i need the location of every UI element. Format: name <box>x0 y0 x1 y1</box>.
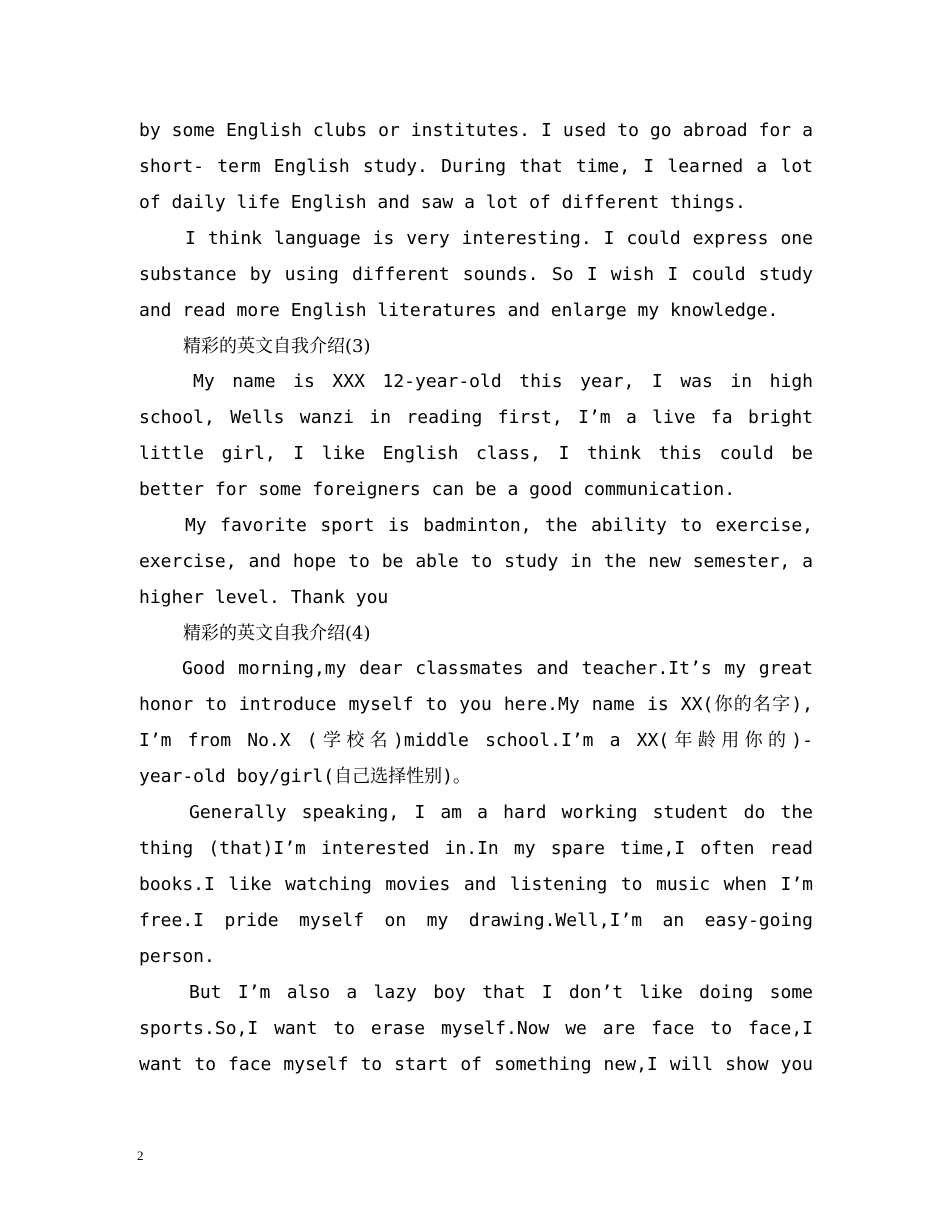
paragraph-line: higher level. Thank you <box>139 587 389 608</box>
paragraph-line: But I’m also a lazy boy that I don’t like doing some <box>189 982 813 1003</box>
section-heading: 精彩的英文自我介绍(4) <box>183 623 371 644</box>
paragraph-line: substance by using different sounds. So I wish I could study <box>139 264 813 285</box>
paragraph-line: Good morning,my dear classmates and teacher.It’s my great <box>182 658 813 679</box>
page-number: 2 <box>137 1148 144 1163</box>
paragraph-line: My favorite sport is badminton, the ability to exercise, <box>185 515 813 536</box>
paragraph-line: and read more English literatures and enlarge my knowledge. <box>139 300 779 321</box>
paragraph-line: person. <box>139 946 215 967</box>
paragraph-line: want to face myself to start of something new,I will show you <box>139 1054 813 1075</box>
paragraph-line: year-old boy/girl(自己选择性别)。 <box>139 766 471 787</box>
paragraph-line: better for some foreigners can be a good communication. <box>139 479 736 500</box>
paragraph-line: of daily life English and saw a lot of different things. <box>139 192 746 213</box>
section-heading: 精彩的英文自我介绍(3) <box>183 336 371 357</box>
paragraph-line: sports.So,I want to erase myself.Now we are face to face,I <box>139 1018 813 1039</box>
paragraph-line: little girl, I like English class, I think this could be <box>139 443 813 464</box>
paragraph-line: short- term English study. During that time, I learned a lot <box>139 156 813 177</box>
paragraph-line: My name is XXX 12-year-old this year, I was in high <box>193 371 813 392</box>
paragraph-line: school, Wells wanzi in reading first, I’m a live fa bright <box>139 407 813 428</box>
paragraph-line: books.I like watching movies and listening to music when I’m <box>139 874 813 895</box>
paragraph-line: I think language is very interesting. I could express one <box>185 228 813 249</box>
paragraph-line: free.I pride myself on my drawing.Well,I’m an easy-going <box>139 910 813 931</box>
paragraph-line: I’m from No.X (学校名)middle school.I’m a XX(年龄用你的)- <box>139 730 813 751</box>
paragraph-line: Generally speaking, I am a hard working student do the <box>189 802 813 823</box>
paragraph-line: honor to introduce myself to you here.My name is XX(你的名字), <box>139 694 813 715</box>
paragraph-line: exercise, and hope to be able to study in the new semester, a <box>139 551 813 572</box>
paragraph-line: thing (that)I’m interested in.In my spare time,I often read <box>139 838 813 859</box>
paragraph-line: by some English clubs or institutes. I used to go abroad for a <box>139 120 813 141</box>
